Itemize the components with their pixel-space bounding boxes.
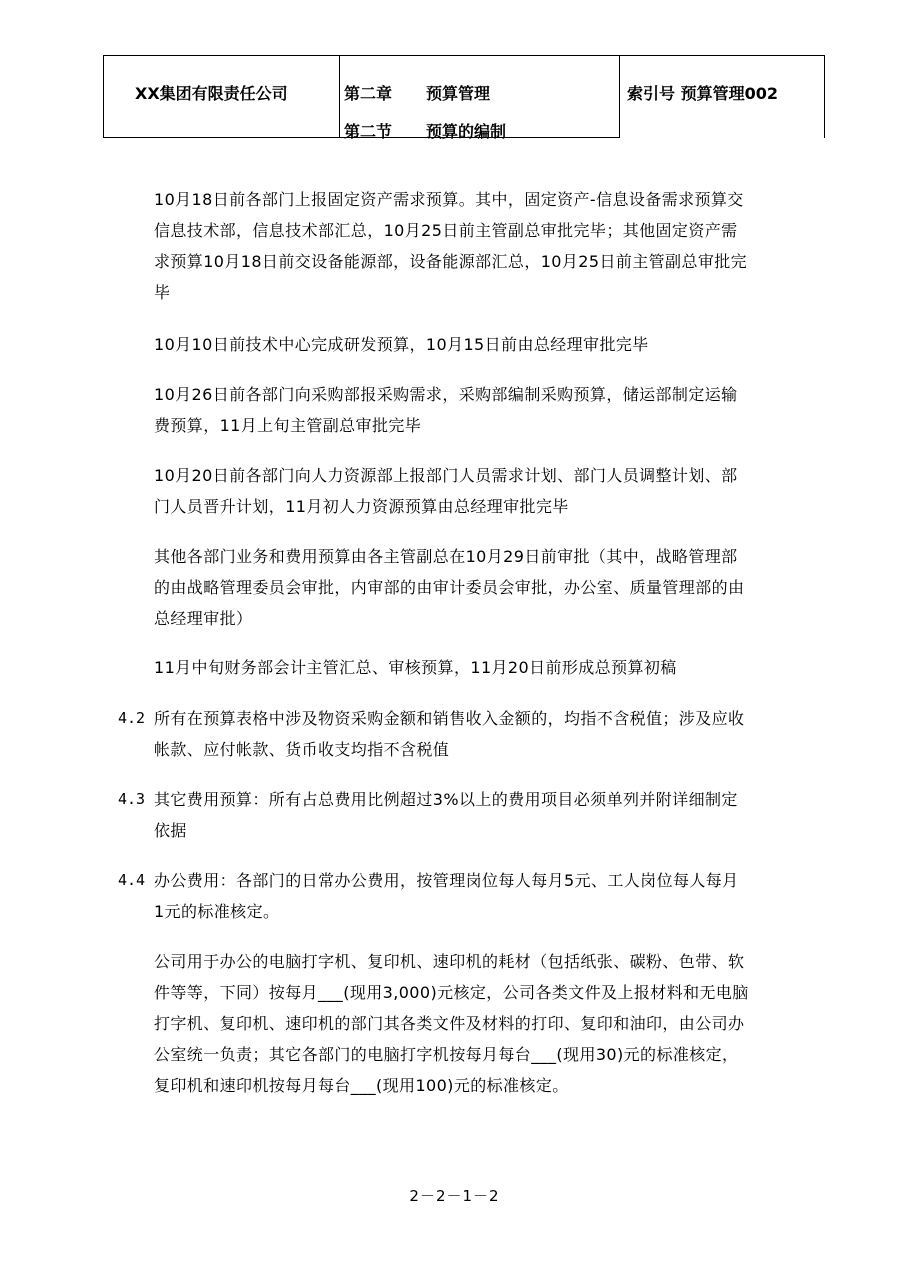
index-number: 索引号 预算管理002: [627, 84, 778, 103]
section-number: 第二节: [344, 122, 393, 141]
text-line: 信息技术部，信息技术部汇总，10月25日前主管副总审批完毕；其他固定资产需: [154, 221, 738, 240]
text-line: 件等等，下同）按每月___(现用3,000)元核定，公司各类文件及上报材料和无电脑: [154, 983, 749, 1002]
paragraph-fixed-assets: [154, 184, 834, 308]
text-line: 办公费用：各部门的日常办公费用，按管理岗位每人每月5元、工人岗位每人每月: [154, 871, 739, 890]
text-line: 11月中旬财务部会计主管汇总、审核预算，11月20日前形成总预算初稿: [154, 658, 677, 677]
header-right-border: [824, 55, 825, 138]
paragraph-rnd-budget: [154, 329, 834, 360]
item-4-3-text: [154, 784, 834, 846]
header-divider-2: [619, 55, 620, 138]
company-name: XX集团有限责任公司: [135, 84, 288, 103]
paragraph-hr-plan: [154, 460, 834, 522]
header-top-border: [103, 55, 825, 56]
text-line: 打字机、复印机、速印机的部门其各类文件及材料的打印、复印和油印，由公司办: [154, 1014, 745, 1033]
paragraph-other-budgets: [154, 541, 834, 634]
item-number: 4.4: [118, 871, 146, 889]
text-line: 门人员晋升计划，11月初人力资源预算由总经理审批完毕: [154, 497, 569, 516]
text-line: 毕: [154, 283, 171, 302]
paragraph-procurement: [154, 379, 834, 441]
text-line: 帐款、应付帐款、货币收支均指不含税值: [154, 740, 450, 759]
text-line: 10月20日前各部门向人力资源部上报部门人员需求计划、部门人员调整计划、部: [154, 466, 738, 485]
chapter-heading: [344, 81, 490, 104]
chapter-title: 预算管理: [426, 84, 491, 103]
text-line: 公司用于办公的电脑打字机、复印机、速印机的耗材（包括纸张、碳粉、色带、软: [154, 952, 745, 971]
header-divider-1: [339, 55, 340, 138]
document-header: [103, 55, 825, 141]
item-number: 4.3: [118, 790, 146, 808]
text-line: 依据: [154, 821, 187, 840]
text-line: 10月18日前各部门上报固定资产需求预算。其中，固定资产-信息设备需求预算交: [154, 190, 744, 209]
item-4-4-text: [154, 865, 834, 927]
text-line: 求预算10月18日前交设备能源部，设备能源部汇总，10月25日前主管副总审批完: [154, 252, 748, 271]
text-line: 10月10日前技术中心完成研发预算，10月15日前由总经理审批完毕: [154, 335, 649, 354]
text-line: 10月26日前各部门向采购部报采购需求，采购部编制采购预算，储运部制定运输: [154, 385, 738, 404]
text-line: 其他各部门业务和费用预算由各主管副总在10月29日前审批（其中，战略管理部: [154, 547, 738, 566]
text-line: 费预算，11月上旬主管副总审批完毕: [154, 416, 422, 435]
text-line: 的由战略管理委员会审批，内审部的由审计委员会审批，办公室、质量管理部的由: [154, 578, 745, 597]
text-line: 所有在预算表格中涉及物资采购金额和销售收入金额的，均指不含税值；涉及应收: [154, 709, 745, 728]
text-line: 总经理审批）: [154, 609, 253, 628]
chapter-number: 第二章: [344, 84, 393, 103]
paragraph-finance-summary: [154, 652, 834, 683]
page-number: 2－2－1－2: [409, 1187, 500, 1205]
text-line: 公室统一负责；其它各部门的电脑打字机按每月每台___(现用30)元的标准核定，: [154, 1045, 739, 1064]
section-heading: [344, 119, 506, 142]
text-line: 其它费用预算：所有占总费用比例超过3%以上的费用项目必须单列并附详细制定: [154, 790, 738, 809]
paragraph-office-supplies: [154, 946, 834, 1101]
item-4-2-text: [154, 703, 834, 765]
item-number: 4.2: [118, 709, 146, 727]
text-line: 1元的标准核定。: [154, 902, 280, 921]
header-left-border: [103, 55, 104, 138]
text-line: 复印机和速印机按每月每台___(现用100)元的标准核定。: [154, 1076, 569, 1095]
section-title: 预算的编制: [426, 122, 507, 141]
